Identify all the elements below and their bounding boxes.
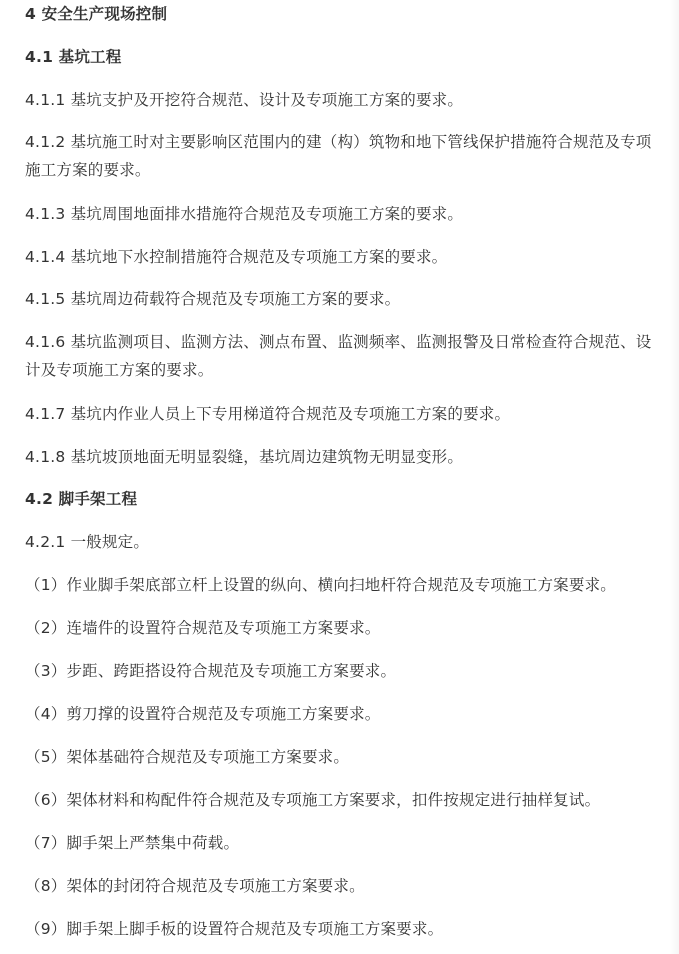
list-item: （9）脚手架上脚手板的设置符合规范及专项施工方案要求。 <box>25 920 444 938</box>
clause-4-1-2: 4.1.2 基坑施工时对主要影响区范围内的建（构）筑物和地下管线保护措施符合规范及专项施工方案的要求。 <box>25 133 652 179</box>
list-item: （1）作业脚手架底部立杆上设置的纵向、横向扫地杆符合规范及专项施工方案要求。 <box>25 576 616 594</box>
clause-4-1-6: 4.1.6 基坑监测项目、监测方法、测点布置、监测频率、监测报警及日常检查符合规范、设计及专项施工方案的要求。 <box>25 333 652 379</box>
clause-4-1-5: 4.1.5 基坑周边荷载符合规范及专项施工方案的要求。 <box>25 290 401 308</box>
list-item: （8）架体的封闭符合规范及专项施工方案要求。 <box>25 877 365 895</box>
list-item: （7）脚手架上严禁集中荷载。 <box>25 834 240 852</box>
clause-4-1-4: 4.1.4 基坑地下水控制措施符合规范及专项施工方案的要求。 <box>25 248 448 266</box>
subsection-title-foundation-pit: 4.1 基坑工程 <box>25 48 122 66</box>
list-item: （2）连墙件的设置符合规范及专项施工方案要求。 <box>25 619 381 637</box>
page-edge-shadow <box>669 0 679 954</box>
list-item: （5）架体基础符合规范及专项施工方案要求。 <box>25 748 350 766</box>
list-item: （4）剪刀撑的设置符合规范及专项施工方案要求。 <box>25 705 381 723</box>
clause-4-1-3: 4.1.3 基坑周围地面排水措施符合规范及专项施工方案的要求。 <box>25 205 464 223</box>
subsection-title-scaffolding: 4.2 脚手架工程 <box>25 490 138 508</box>
list-item: （3）步距、跨距搭设符合规范及专项施工方案要求。 <box>25 662 397 680</box>
list-item: （6）架体材料和构配件符合规范及专项施工方案要求，扣件按规定进行抽样复试。 <box>25 791 601 809</box>
clause-4-2-1: 4.2.1 一般规定。 <box>25 533 150 551</box>
clause-4-1-8: 4.1.8 基坑坡顶地面无明显裂缝，基坑周边建筑物无明显变形。 <box>25 448 464 466</box>
clause-4-1-1: 4.1.1 基坑支护及开挖符合规范、设计及专项施工方案的要求。 <box>25 91 464 109</box>
clause-4-1-7: 4.1.7 基坑内作业人员上下专用梯道符合规范及专项施工方案的要求。 <box>25 405 511 423</box>
section-title: 4 安全生产现场控制 <box>25 5 168 23</box>
